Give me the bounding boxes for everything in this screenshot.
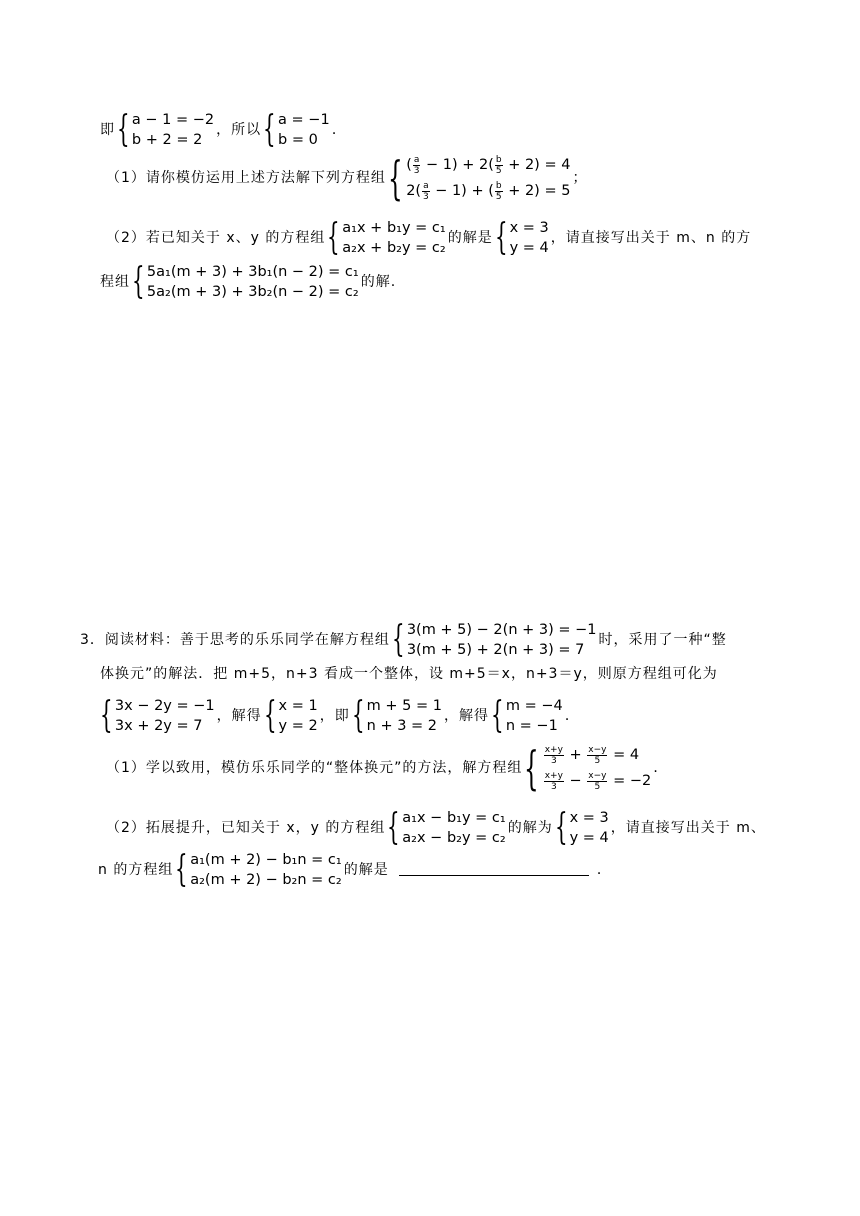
system-mn-p3: { a₁(m + 2) − b₁n = c₁ a₂(m + 2) − b₂n = c₂ [175, 849, 342, 890]
system-mn-sub: { m + 5 = 1 n + 3 = 2 [351, 695, 442, 736]
system-mn-reading: { 3(m + 5) − 2(n + 3) = −1 3(m + 5) + 2(n + 3) = 7 [391, 619, 597, 660]
question-2-top: （2）若已知关于 x、y 的方程组 { a₁x + b₁y = c₁ a₂x + b₂y = c₂ 的解是 { x = 3 y = 4 ，请直接写出关于 m、n 的方 [106, 217, 752, 258]
system-fractions-p3: { $\frac{x+y}{3}$ + $\frac{x-y}{5}$ = 4 $\frac{x+y}{3}$ − $\frac{x-y}{5}$ = −2 [524, 741, 652, 795]
system-xy-reading: { 3x − 2y = −1 3x + 2y = 7 [100, 695, 215, 736]
problem-3-question-1: （1）学以致用，模仿乐乐同学的“整体换元”的方法，解方程组 { $\frac{x+y}{3}$ + $\frac{x-y}{5}$ = 4 $\frac{x+y}{3}$ − $\frac{x-y}{5}$ = −2 . [106, 741, 658, 795]
system-coeff-p3: { a₁x − b₁y = c₁ a₂x − b₂y = c₂ [387, 807, 506, 848]
system-a-solution: { a = −1 b = 0 [263, 109, 330, 150]
question-1-top: （1）请你模仿运用上述方法解下列方程组 { ( $\frac{a}{3}$ − 1) + 2( $\frac{b}{5}$ + 2) = 4 2( $\frac{a}{3}$ − 1) + ( $\frac{b}{5}$ + 2) = 5 ； [106, 151, 588, 205]
system-xy-values: { x = 1 y = 2 [263, 695, 318, 736]
problem-3-question-2: （2）拓展提升，已知关于 x，y 的方程组 { a₁x − b₁y = c₁ a₂x − b₂y = c₂ 的解为 { x = 3 y = 4 ，请直接写出关于 m、 [106, 807, 766, 848]
problem-3-line-1: 3．阅读材料：善于思考的乐乐同学在解方程组 { 3(m + 5) − 2(n + 3) = −1 3(m + 5) + 2(n + 3) = 7 时，采用了一种“整 [80, 619, 727, 660]
problem-3-line-3: { 3x − 2y = −1 3x + 2y = 7 ，解得 { x = 1 y = 2 ，即 { m + 5 = 1 n + 3 = 2 ，解得 { m = −4 n = −1 . [100, 695, 570, 736]
problem-3-question-2-cont: n 的方程组 { a₁(m + 2) − b₁n = c₁ a₂(m + 2) − b₂n = c₂ 的解是 . [98, 849, 602, 890]
system-xy-solution-top: { x = 3 y = 4 [494, 217, 549, 258]
system-xy-solution-p3: { x = 3 y = 4 [554, 807, 609, 848]
system-mn-values: { m = −4 n = −1 [490, 695, 563, 736]
problem-3-line-2: 体换元”的解法．把 m+5，n+3 看成一个整体，设 m+5＝x，n+3＝y，则原方程组可化为 [100, 666, 718, 682]
system-mn-top: { 5a₁(m + 3) + 3b₁(n − 2) = c₁ 5a₂(m + 3) + 3b₂(n − 2) = c₂ [132, 261, 359, 302]
system-a-minus: { a − 1 = −2 b + 2 = 2 [117, 109, 215, 150]
line-ji: 即 { a − 1 = −2 b + 2 = 2 ，所以 { a = −1 b = 0 . [100, 109, 337, 150]
question-2-top-cont: 程组 { 5a₁(m + 3) + 3b₁(n − 2) = c₁ 5a₂(m + 3) + 3b₂(n − 2) = c₂ 的解. [100, 261, 397, 302]
system-fractions-top: { ( $\frac{a}{3}$ − 1) + 2( $\frac{b}{5}$ + 2) = 4 2( $\frac{a}{3}$ − 1) + ( $\frac{b}{5}$ + 2) = 5 [387, 151, 571, 205]
answer-blank[interactable] [399, 861, 589, 876]
system-coeff-top: { a₁x + b₁y = c₁ a₂x + b₂y = c₂ [327, 217, 446, 258]
